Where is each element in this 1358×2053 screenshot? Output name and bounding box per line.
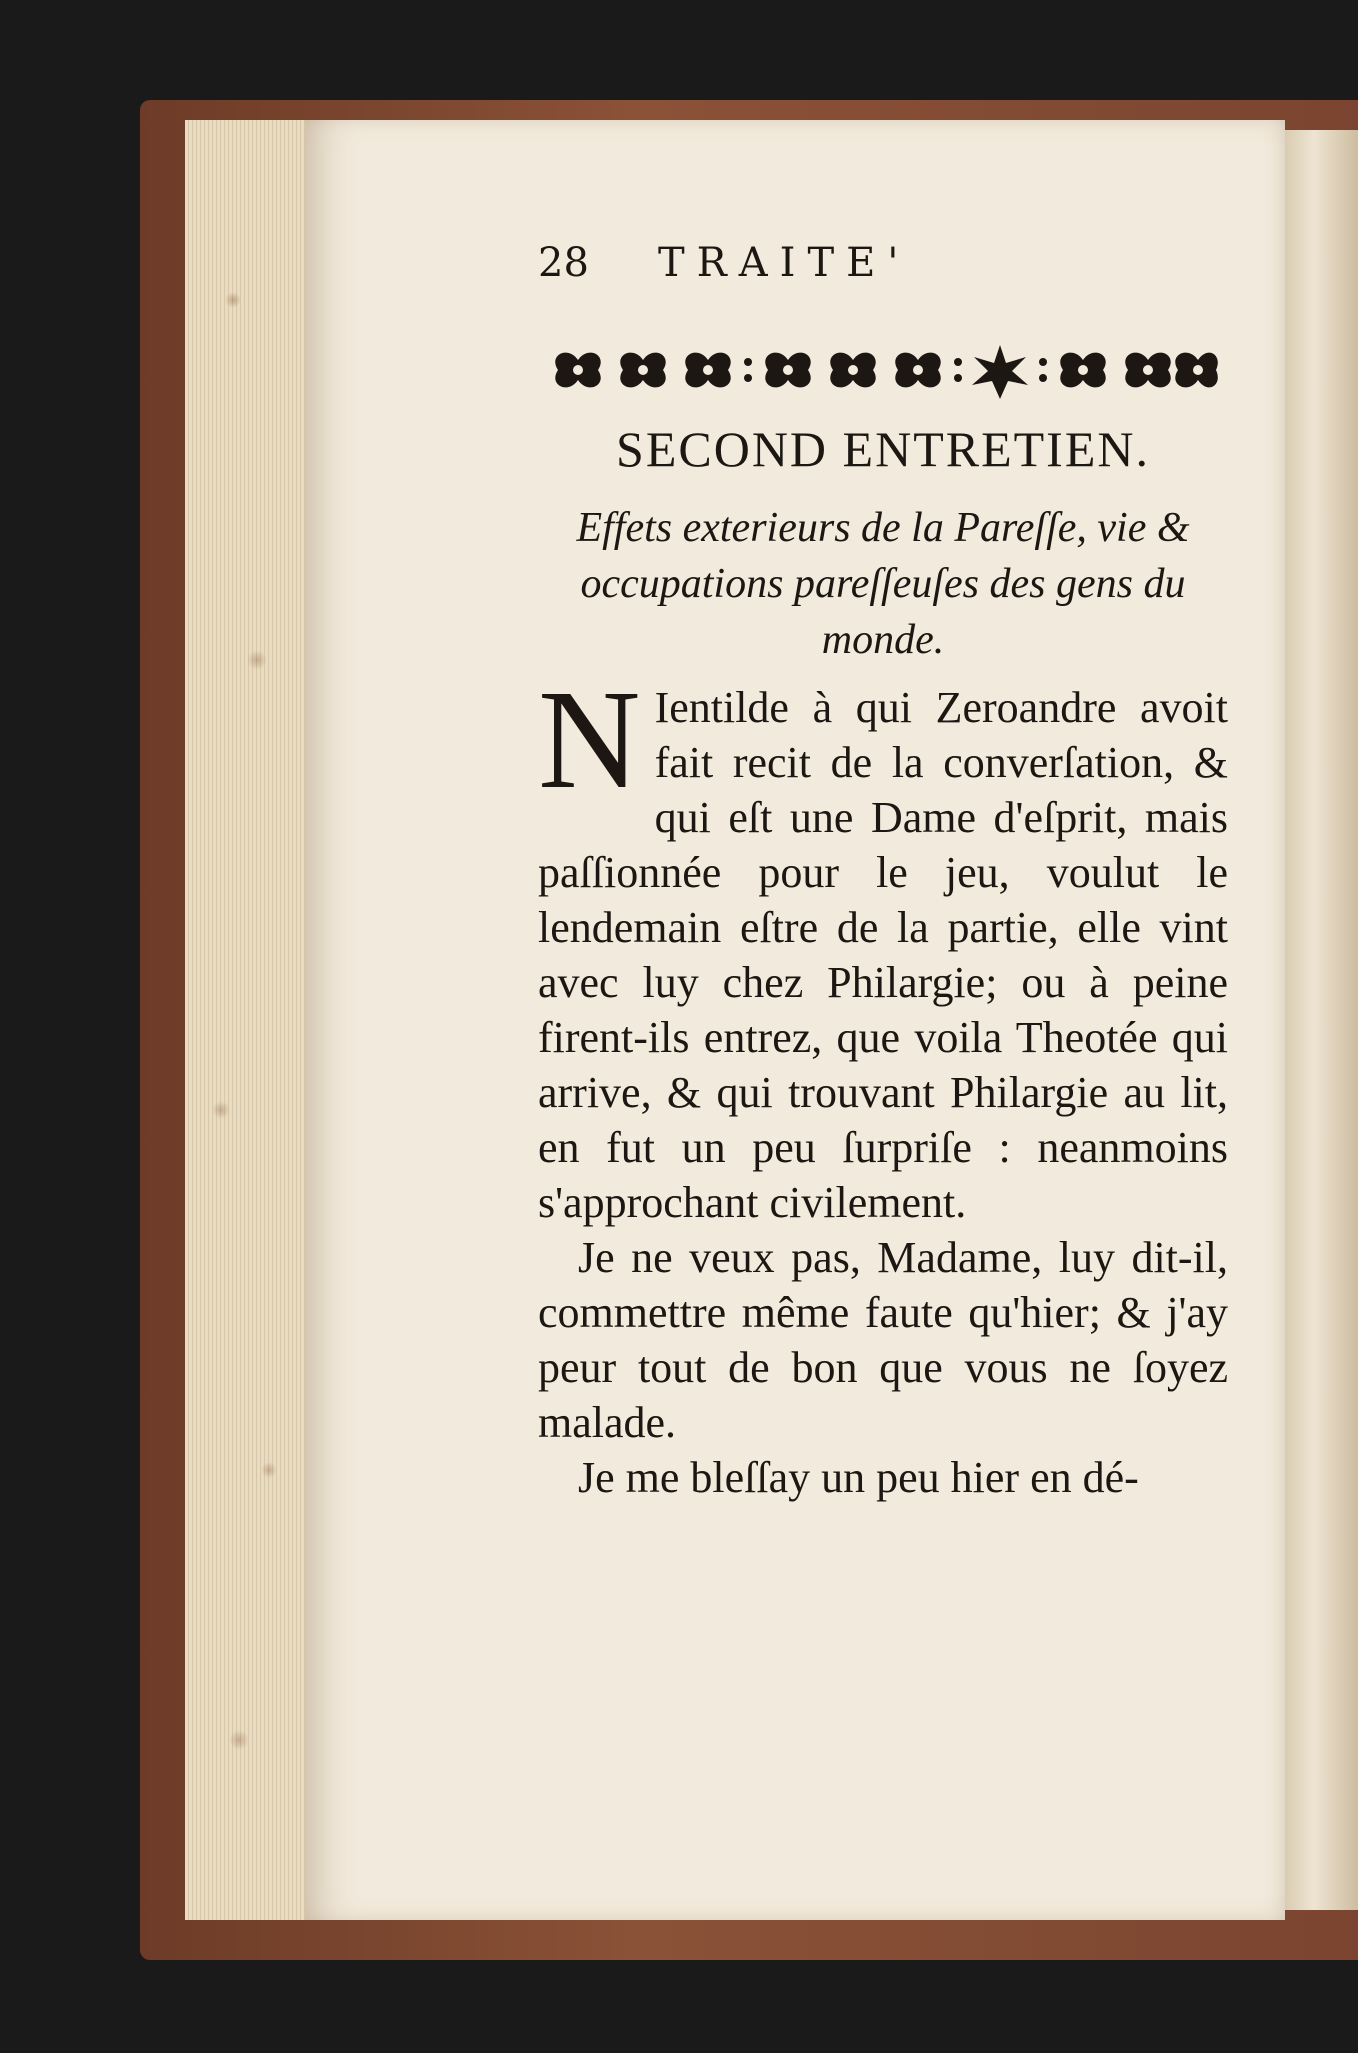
- page-content: [538, 240, 1228, 1505]
- facing-page-edge: [1285, 130, 1358, 1910]
- foxing-spots: [185, 120, 305, 1920]
- chapter-title: SECOND ENTRETIEN.: [616, 421, 1150, 477]
- chapter-subtitle: Effets exterieurs de la Pareſſe, vie & occupations pareſſeuſes des gens du monde.: [576, 505, 1190, 663]
- body-text: [538, 660, 1228, 1505]
- running-title: TRAITE': [658, 240, 911, 286]
- paragraph-3: Je me bleſſay un peu hier en dé-: [578, 1453, 1139, 1502]
- page-number: 28: [538, 240, 589, 286]
- drop-cap: N: [538, 660, 641, 818]
- fleuron-ornament-icon: [538, 340, 1228, 400]
- printers-ornament-band: [538, 340, 1228, 400]
- page-edges: [185, 120, 305, 1920]
- paragraph-1: [538, 660, 1228, 1230]
- paragraph-2: Je ne veux pas, Madame, luy dit-il, commettre même faute qu'hier; & j'ay peur tout de bon que vous ne ſoyez malade.: [538, 1233, 1228, 1447]
- paragraph-1-text: Ientilde à qui Zeroandre avoit fait recit de la converſation, & qui eſt une Dame d'eſprit, mais paſſionnée pour le jeu, voulut le lendemain eſtre de la partie, elle vint avec luy chez Philargie; ou à peine firent-ils entrez, que voila Theotée qui arrive, & qui trouvant Philargie au lit, en fut un peu ſurpriſe : neanmoins s'approchant civilement.: [538, 683, 1228, 1227]
- running-head: [538, 240, 1228, 300]
